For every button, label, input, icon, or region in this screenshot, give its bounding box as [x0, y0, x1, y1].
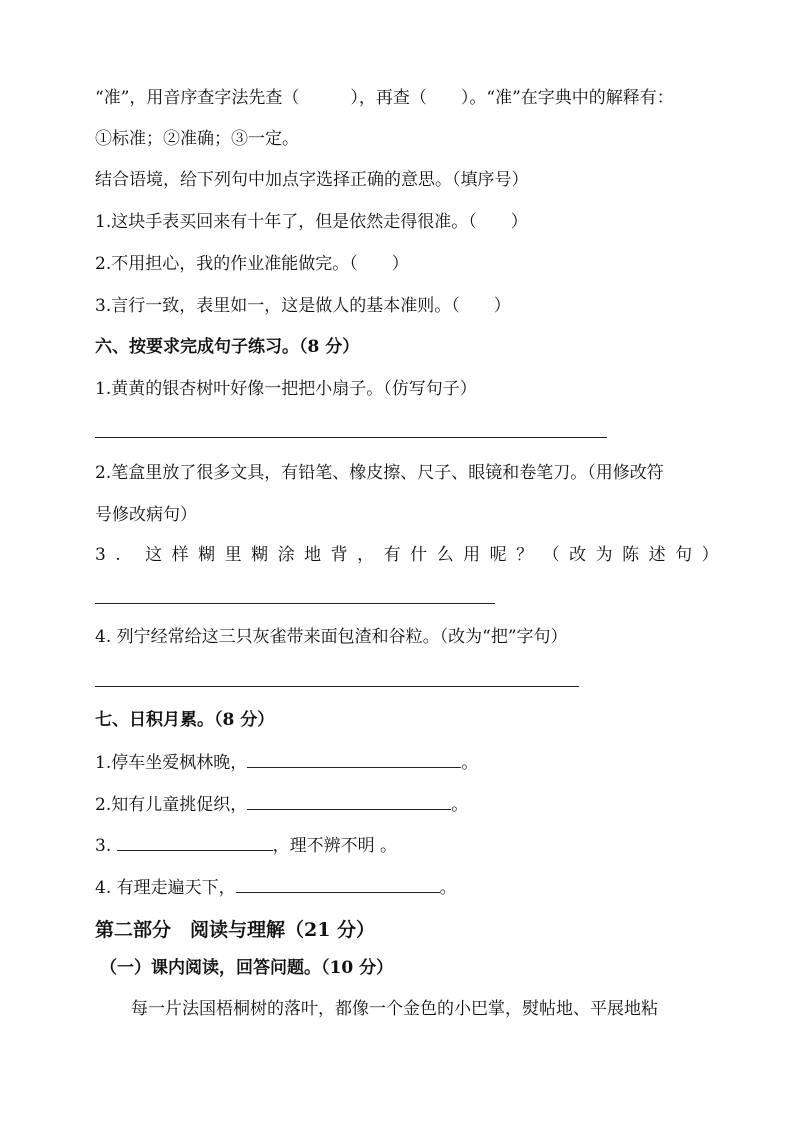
zhun-lookup-question: “准”，用音序查字法先查（ ），再查（ ）。“准”在字典中的解释有： [95, 88, 674, 108]
poem-1-suffix: 。 [461, 753, 479, 773]
poem-3-prefix: 3. [95, 836, 112, 856]
poem-2-prefix: 2.知有儿童挑促织， [95, 795, 248, 815]
zhun-instruction: 结合语境，给下列句中加点字选择正确的意思。（填序号） [95, 170, 529, 190]
poem-2-blank[interactable] [247, 793, 451, 810]
poem-3-suffix: ，理不辨不明 。 [272, 836, 398, 856]
poem-question-4 [95, 876, 457, 900]
reading-passage: 每一片法国梧桐树的落叶，都像一个金色的小巴掌，熨帖地、平展地粘 [131, 999, 658, 1019]
poem-question-2 [95, 793, 468, 817]
poem-4-suffix: 。 [439, 878, 457, 898]
sentence-question-4: 4. 列宁经常给这三只灰雀带来面包渣和谷粒。（改为“把”字句） [95, 627, 568, 647]
section-7-heading: 七、日积月累。（8 分） [95, 710, 275, 730]
poem-4-blank[interactable] [236, 876, 440, 893]
poem-4-prefix: 4. 有理走遍天下， [95, 878, 236, 898]
sentence-question-2: 2.笔盒里放了很多文具，有铅笔、橡皮擦、尺子、眼镜和卷笔刀。（用修改符 [95, 463, 664, 483]
zhun-question-1: 1.这块手表买回来有十年了，但是依然走得很准。（ ） [95, 212, 528, 232]
answer-line-4[interactable] [95, 686, 579, 687]
zhun-meanings: ①标准；②准确；③一定。 [95, 129, 299, 149]
zhun-question-3: 3.言行一致，表里如一，这是做人的基本准则。（ ） [95, 296, 511, 316]
part-2-heading: 第二部分 阅读与理解（21 分） [95, 919, 376, 941]
zhun-question-2: 2.不用担心，我的作业准能做完。（ ） [95, 254, 409, 274]
poem-2-suffix: 。 [451, 795, 469, 815]
poem-question-3 [95, 834, 397, 858]
poem-question-1 [95, 751, 478, 775]
reading-section-1-heading: （一）课内阅读，回答问题。（10 分） [100, 958, 394, 978]
section-6-heading: 六、按要求完成句子练习。（8 分） [95, 337, 360, 357]
poem-3-blank[interactable] [117, 834, 273, 851]
sentence-question-3: 3. 这样糊里糊涂地背，有什么用呢？（改为陈述句） [95, 545, 729, 565]
answer-line-3[interactable] [95, 603, 495, 604]
poem-1-blank[interactable] [247, 751, 461, 768]
sentence-question-1: 1.黄黄的银杏树叶好像一把把小扇子。（仿写句子） [95, 379, 477, 399]
poem-1-prefix: 1.停车坐爱枫林晚， [95, 753, 248, 773]
sentence-question-2-cont: 号修改病句） [95, 505, 197, 525]
answer-line-1[interactable] [95, 437, 607, 438]
